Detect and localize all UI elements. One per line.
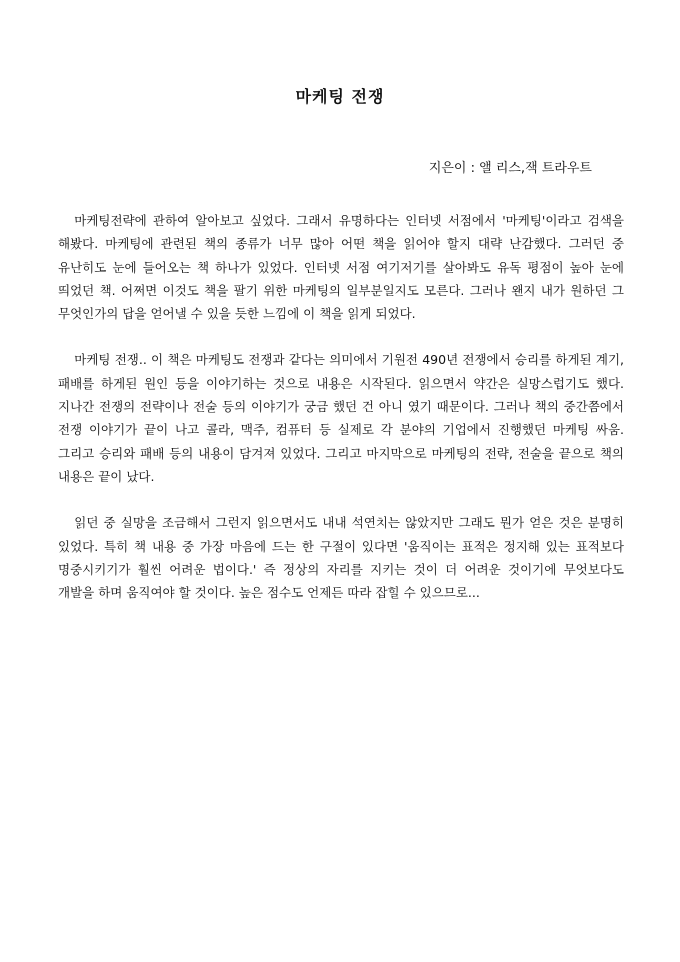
- paragraph-3: 읽던 중 실망을 조금해서 그런지 읽으면서도 내내 석연치는 않았지만 그래도 뭔가 얻은 것은 분명히 있었다. 특히 책 내용 중 가장 마음에 드는 한 구절이 있다면 '움직이는 표적은 정지해 있는 표적보다 명중시키기가 훨씬 어려운 법이다.' 즉 정상의 자리를 지키는 것이 더 어려운 것이기에 무엇보다도 개발을 하며 움직여야 할 것이다. 높은 점수도 언제든 따라 잡힐 수 있으므로...: [58, 515, 624, 601]
- paragraph-2: 마케팅 전쟁.. 이 책은 마케팅도 전쟁과 같다는 의미에서 기원전 490년 전쟁에서 승리를 하게된 계기, 패배를 하게된 원인 등을 이야기하는 것으로 내용은 시작된다. 읽으면서 약간은 실망스럽기도 했다. 지나간 전쟁의 전략이나 전술 등의 이야기가 궁금 했던 건 아니 였기 때문이다. 그러나 책의 중간쯤에서 전쟁 이야기가 끝이 나고 콜라, 맥주, 컴퓨터 등 실제로 각 분야의 기업에서 진행했던 마케팅 싸움. 그리고 승리와 패배 등의 내용이 담겨져 있었다. 그리고 마지막으로 마케팅의 전략, 전술을 끝으로 책의 내용은 끝이 났다.: [58, 352, 624, 484]
- document-title: 마케팅 전쟁: [295, 87, 385, 106]
- author-line: 지은이 : 앨 리스,잭 트라우트: [428, 161, 592, 176]
- document-body: [58, 209, 624, 627]
- paragraph-1: 마케팅전략에 관하여 알아보고 싶었다. 그래서 유명하다는 인터넷 서점에서 '마케팅'이라고 검색을 해봤다. 마케팅에 관련된 책의 종류가 너무 많아 어떤 책을 읽어야 할지 대략 난감했다. 그러던 중 유난히도 눈에 들어오는 책 하나가 있었다. 인터넷 서점 여기저기를 살아봐도 유독 평점이 높아 눈에 띄었던 책. 어쩌면 이것도 책을 팔기 위한 마케팅의 일부분일지도 모른다. 그러나 왠지 내가 원하던 그 무엇인가의 답을 얻어낼 수 있을 듯한 느낌에 이 책을 읽게 되었다.: [58, 213, 624, 322]
